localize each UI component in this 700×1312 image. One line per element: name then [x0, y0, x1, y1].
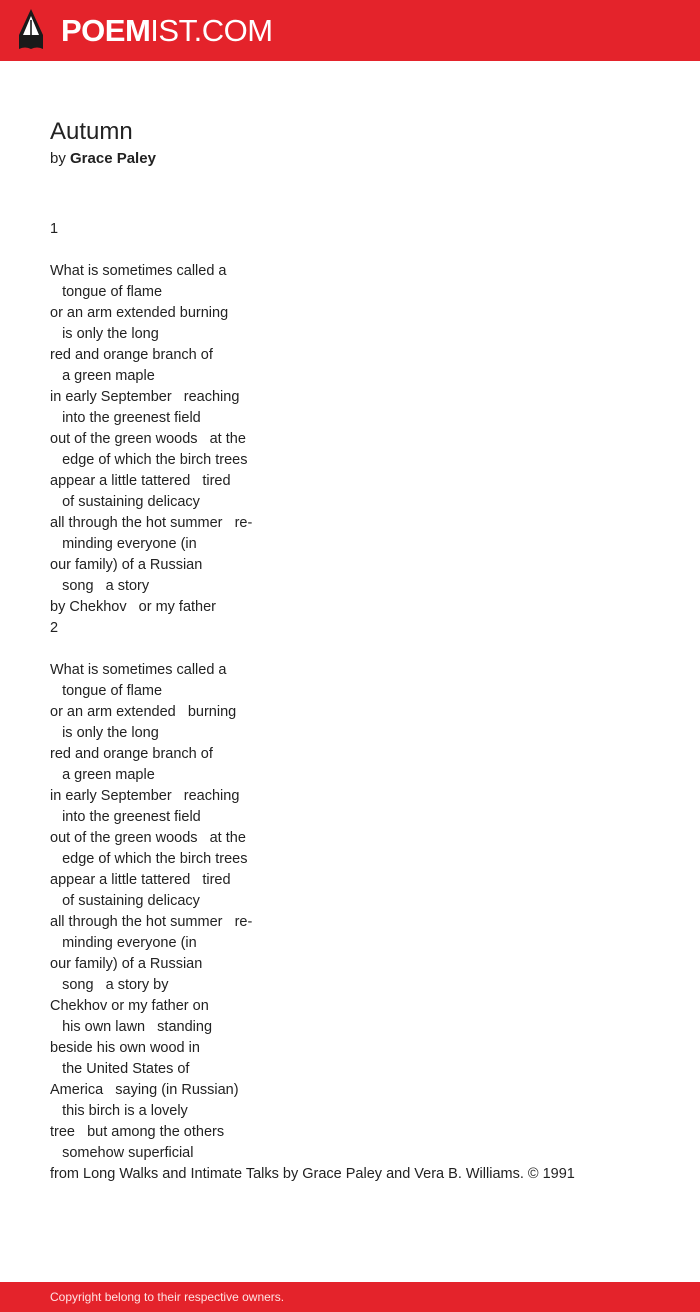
author-name[interactable]: Grace Paley — [70, 150, 156, 167]
poem-line: all through the hot summer re- — [50, 914, 253, 930]
poem-line: America saying (in Russian) — [50, 1082, 239, 1098]
poem-line: 1 — [50, 221, 59, 237]
poem-byline — [50, 148, 156, 169]
poem-line: What is sometimes called a — [50, 662, 227, 678]
poem-line: Chekhov or my father on — [50, 998, 209, 1014]
poem-line: the United States of — [50, 1061, 190, 1077]
site-logo[interactable] — [61, 13, 273, 49]
poem-line: our family) of a Russian — [50, 557, 203, 573]
poem-line: appear a little tattered tired — [50, 872, 231, 888]
poem-line: somehow superficial — [50, 1145, 194, 1161]
poem-line — [50, 639, 650, 660]
poem-line: out of the green woods at the — [50, 431, 246, 447]
poem-line: edge of which the birch trees — [50, 851, 248, 867]
poem-line: minding everyone (in — [50, 935, 197, 951]
poem-line: is only the long — [50, 326, 159, 342]
poem-line: into the greenest field — [50, 809, 201, 825]
poem-line: or an arm extended burning — [50, 704, 237, 720]
poem-line: What is sometimes called a — [50, 263, 227, 279]
poem-line: tongue of flame — [50, 284, 163, 300]
poem-line: tongue of flame — [50, 683, 163, 699]
poem-line: a green maple — [50, 767, 155, 783]
poem-line: 2 — [50, 620, 59, 636]
site-footer — [0, 1282, 700, 1312]
poem-line: red and orange branch of — [50, 746, 213, 762]
logo-text-light: IST.COM — [150, 13, 273, 48]
by-label: by — [50, 150, 66, 167]
poem-line: out of the green woods at the — [50, 830, 246, 846]
poem-line: in early September reaching — [50, 389, 240, 405]
footer-copyright: Copyright belong to their respective owners. — [50, 1290, 285, 1304]
poem-line: into the greenest field — [50, 410, 201, 426]
poem-line: our family) of a Russian — [50, 956, 203, 972]
poem-line: or an arm extended burning — [50, 305, 229, 321]
pencil-tip-icon[interactable] — [16, 8, 46, 52]
poem-line: this birch is a lovely — [50, 1103, 188, 1119]
poem-line: of sustaining delicacy — [50, 893, 200, 909]
poem-line: song a story by — [50, 977, 169, 993]
poem-line: appear a little tattered tired — [50, 473, 231, 489]
poem-line: in early September reaching — [50, 788, 240, 804]
poem-title: Autumn — [50, 118, 133, 145]
poem-line: is only the long — [50, 725, 159, 741]
poem-line: edge of which the birch trees — [50, 452, 248, 468]
poem-line: a green maple — [50, 368, 155, 384]
poem-line: tree but among the others — [50, 1124, 225, 1140]
site-header — [0, 0, 700, 61]
poem-body — [50, 219, 650, 1185]
poem-line: all through the hot summer re- — [50, 515, 253, 531]
poem-line: by Chekhov or my father — [50, 599, 217, 615]
poem-line: red and orange branch of — [50, 347, 213, 363]
poem-line: of sustaining delicacy — [50, 494, 200, 510]
poem-line: his own lawn standing — [50, 1019, 213, 1035]
logo-text-strong: POEM — [61, 13, 151, 48]
poem-line: beside his own wood in — [50, 1040, 200, 1056]
poem-source: from Long Walks and Intimate Talks by Grace Paley and Vera B. Williams. © 1991 — [50, 1166, 575, 1182]
poem-line: song a story — [50, 578, 150, 594]
poem-line — [50, 240, 650, 261]
poem-line: minding everyone (in — [50, 536, 197, 552]
